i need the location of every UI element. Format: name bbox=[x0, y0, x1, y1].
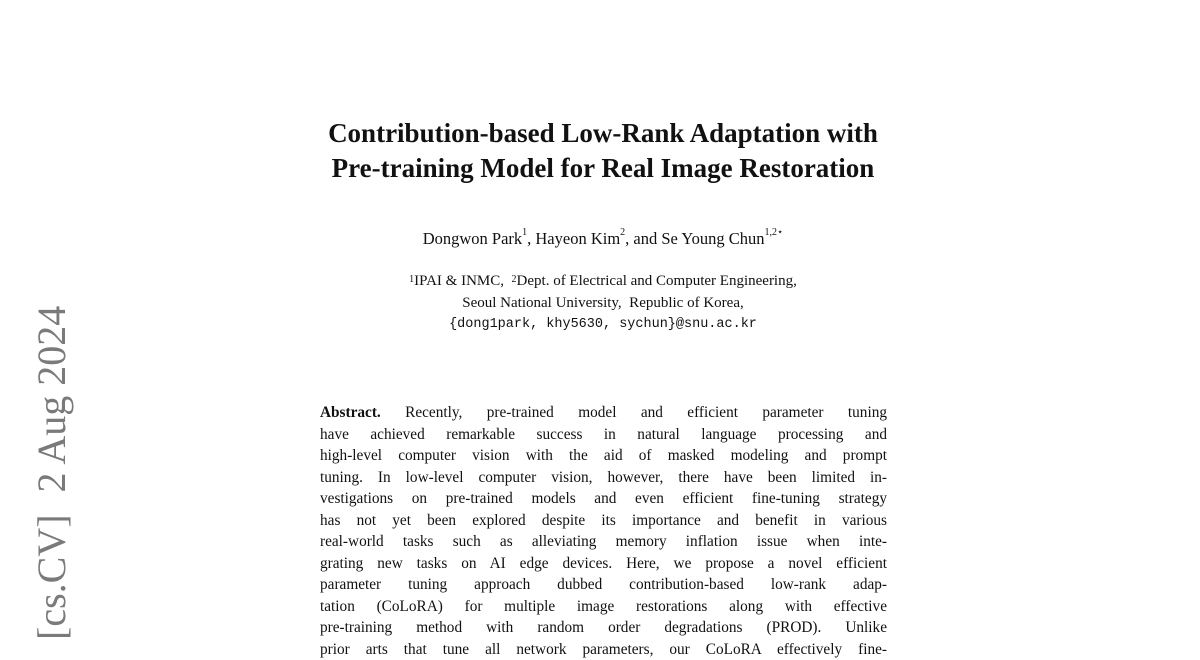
author-emails: {dong1park, khy5630, sychun}@snu.ac.kr bbox=[250, 314, 956, 336]
arxiv-category: [cs.CV] bbox=[29, 514, 74, 640]
author-list bbox=[250, 229, 956, 249]
arxiv-side-stamp bbox=[28, 284, 75, 640]
abstract-line: real-world tasks such as alleviating memory inflation issue when inte- bbox=[320, 531, 887, 553]
affil-sup: 1 bbox=[409, 274, 414, 285]
abstract-label: Abstract. bbox=[320, 404, 381, 421]
author-name: Se Young Chun bbox=[661, 229, 764, 248]
abstract-line: parameter tuning approach dubbed contribution-based low-rank adap- bbox=[320, 574, 887, 596]
author-separator: , bbox=[527, 229, 535, 248]
abstract-line: pre-training method with random order degradations (PROD). Unlike bbox=[320, 617, 887, 639]
author-affil-sup: 1,2⋆ bbox=[765, 227, 784, 238]
title-line: Pre-training Model for Real Image Restoration bbox=[250, 151, 956, 186]
abstract bbox=[320, 402, 887, 660]
arxiv-date: 2 Aug 2024 bbox=[29, 306, 74, 493]
author-name: Dongwon Park bbox=[423, 229, 522, 248]
title-line: Contribution-based Low-Rank Adaptation with bbox=[250, 116, 956, 151]
abstract-line: has not yet been explored despite its importance and benefit in various bbox=[320, 510, 887, 532]
abstract-line: prior arts that tune all network parameters, our CoLoRA effectively fine- bbox=[320, 639, 887, 660]
abstract-line-text: Recently, pre-trained model and efficient parameter tuning bbox=[381, 404, 887, 421]
author-affil-sup: 1 bbox=[522, 227, 527, 238]
abstract-line bbox=[320, 402, 887, 424]
abstract-line: vestigations on pre-trained models and even efficient fine-tuning strategy bbox=[320, 488, 887, 510]
abstract-line: high-level computer vision with the aid of masked modeling and prompt bbox=[320, 445, 887, 467]
affiliation-1: IPAI & INMC, bbox=[414, 273, 504, 289]
abstract-line: have achieved remarkable success in natural language processing and bbox=[320, 424, 887, 446]
author-affil-sup: 2 bbox=[620, 227, 625, 238]
affiliation-line bbox=[250, 271, 956, 293]
abstract-line: tuning. In low-level computer vision, however, there have been limited in- bbox=[320, 467, 887, 489]
paper-title bbox=[250, 116, 956, 186]
abstract-line: grating new tasks on AI edge devices. Here, we propose a novel efficient bbox=[320, 553, 887, 575]
author-separator: , and bbox=[625, 229, 661, 248]
affiliation-line-2: Seoul National University, Republic of Korea, bbox=[250, 293, 956, 315]
abstract-line: tation (CoLoRA) for multiple image restorations along with effective bbox=[320, 596, 887, 618]
author-name: Hayeon Kim bbox=[535, 229, 620, 248]
affiliation-2: Dept. of Electrical and Computer Engineering, bbox=[517, 273, 797, 289]
affil-sup: 2 bbox=[512, 274, 517, 285]
affiliations bbox=[250, 271, 956, 336]
